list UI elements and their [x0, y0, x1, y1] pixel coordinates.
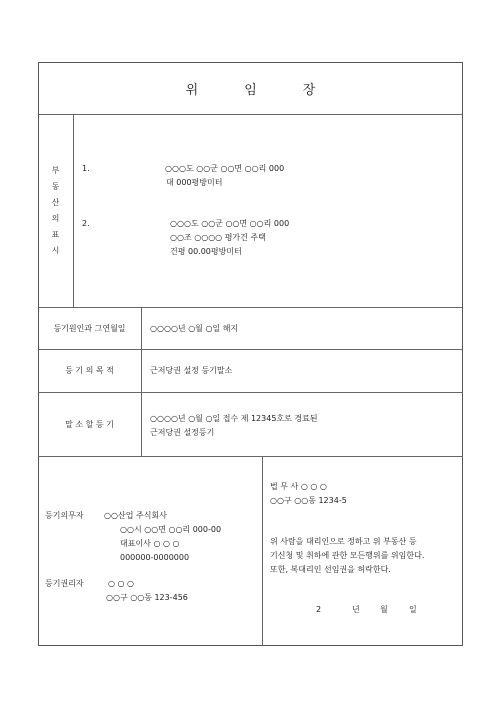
holder-label: 등기권리자 — [45, 579, 84, 588]
property-item2-address: ○○○도 ○○군 ○○면 ○○리 000 — [170, 219, 290, 228]
holder-name: ○ ○ ○ — [108, 579, 135, 588]
property-item2-building: ○○조 ○○○○ 평가건 주택 — [170, 233, 266, 242]
agent-address: ○○구 ○○동 1234-5 — [270, 496, 347, 505]
cancel-line1: ○○○○년 ○월 ○일 접수 제 12345호로 경료된 — [150, 414, 318, 423]
obligor-address: ○○시 ○○면 ○○리 000-00 — [120, 525, 222, 534]
obligor-id-number: 000000-0000000 — [120, 553, 190, 562]
property-label — [38, 114, 73, 307]
property-label-char: 표 — [51, 229, 60, 239]
date-day-unit: 일 — [409, 605, 417, 614]
date-month-unit: 월 — [380, 605, 388, 614]
obligor-label: 등기의무자 — [45, 511, 84, 520]
document-title — [38, 62, 463, 114]
divider-title — [38, 114, 463, 115]
holder-address: ○○구 ○○동 123-456 — [106, 593, 188, 602]
date-year: 2 — [316, 605, 322, 614]
property-label-char: 의 — [51, 213, 60, 223]
purpose-value: 근저당권 설정 등기말소 — [150, 366, 233, 375]
property-item1-number: 1. — [82, 164, 90, 173]
property-item2-number: 2. — [82, 219, 90, 228]
property-item2-floor-area: 건평 00.00평방미터 — [170, 247, 242, 256]
agent-body-line1: 위 사람을 대리인으로 정하고 위 부동산 등 — [270, 537, 417, 546]
divider-vertical-property — [73, 114, 74, 307]
agent-body-line2: 기신청 및 취하에 관한 모든행위를 위임한다. — [270, 551, 425, 560]
divider-cancel — [38, 456, 463, 457]
cause-label: 등기원인과 그연월일 — [53, 323, 126, 333]
title-char: 장 — [302, 82, 316, 98]
purpose-label: 등 기 의 목 적 — [65, 366, 114, 375]
property-label-char: 시 — [51, 245, 60, 255]
divider-vertical-parties — [262, 456, 263, 646]
date-year-unit: 년 — [352, 605, 360, 614]
cancel-line2: 근저당권 설정등기 — [150, 428, 215, 437]
property-label-char: 부 — [51, 165, 60, 175]
obligor-company: ○○산업 주식회사 — [104, 511, 167, 520]
property-label-char: 산 — [51, 197, 60, 207]
title-char: 위 — [185, 82, 199, 98]
property-label-char: 동 — [51, 181, 60, 191]
cause-value: ○○○○년 ○월 ○일 해지 — [150, 323, 239, 333]
agent-body-line3: 또한, 복대리인 선임권을 허락한다. — [270, 565, 391, 574]
divider-vertical-label — [141, 307, 142, 456]
title-char: 임 — [244, 82, 257, 98]
property-item1-area: 대 000평방미터 — [166, 178, 223, 187]
property-item1-address: ○○○도 ○○군 ○○면 ○○리 000 — [165, 164, 285, 173]
cancel-label: 말 소 할 등 기 — [65, 419, 114, 429]
obligor-representative: 대표이사 ○ ○ ○ — [120, 539, 180, 548]
agent-title: 법 무 사 ○ ○ ○ — [270, 482, 327, 491]
